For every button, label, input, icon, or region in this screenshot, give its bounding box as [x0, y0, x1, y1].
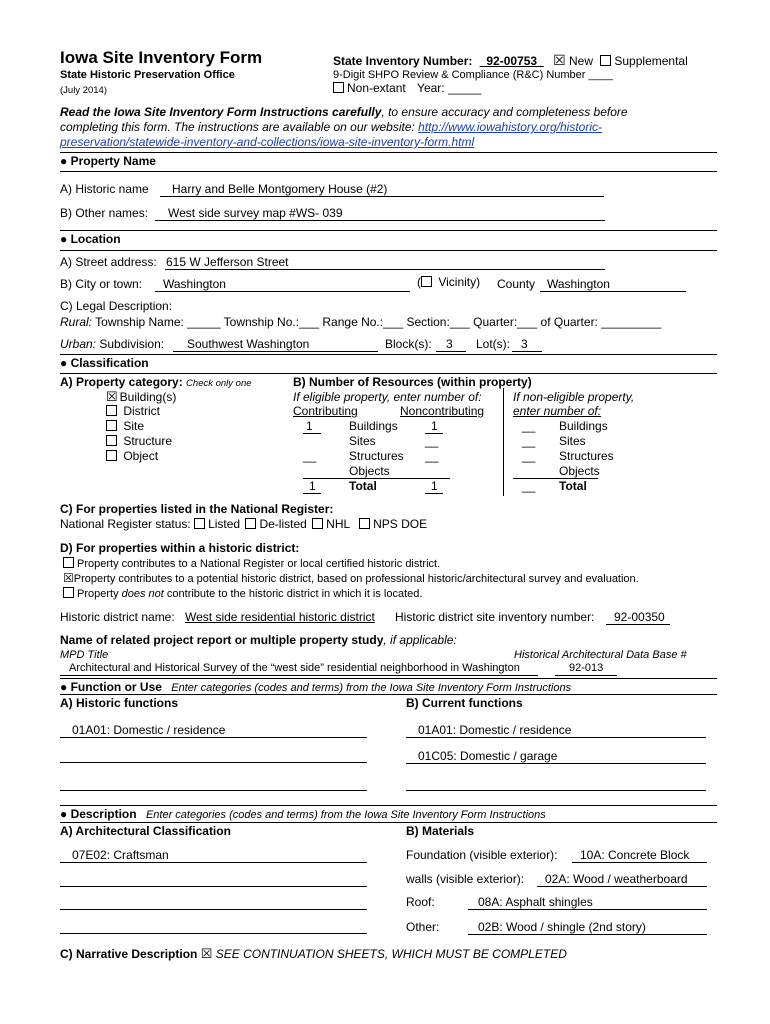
database-line — [555, 675, 617, 676]
subdivision-value[interactable]: Southwest Washington — [187, 337, 310, 351]
supplemental-checkbox[interactable] — [600, 55, 611, 66]
year-field[interactable]: Year: _____ — [417, 81, 482, 95]
district-option-1-checkbox[interactable] — [63, 557, 74, 568]
other-names-label: B) Other names: — [60, 206, 149, 220]
category-label: Structure — [123, 434, 173, 448]
related-heading-suffix: , if applicable: — [383, 633, 457, 647]
district-site-inv-value[interactable]: 92-00350 — [614, 610, 665, 624]
function-note: Enter categories (codes and terms) from the Iowa Site Inventory Form Instructions — [171, 682, 572, 694]
district-checkbox[interactable] — [106, 405, 117, 416]
category-label: Object — [123, 449, 159, 463]
roof-label: Roof: — [406, 895, 435, 909]
district-option-3[interactable] — [63, 587, 422, 601]
property-category-note: Check only one — [186, 378, 252, 389]
city-value[interactable]: Washington — [163, 277, 226, 291]
form-date: (July 2014) — [60, 85, 107, 96]
divider — [60, 678, 717, 679]
noneligible-note-2: enter number of: — [513, 404, 602, 418]
state-inventory-row — [333, 52, 688, 69]
function-heading: ● Function or Use — [60, 680, 162, 694]
district-option-1[interactable] — [63, 557, 440, 571]
other-material-value[interactable]: 02B: Wood / shingle (2nd story) — [478, 920, 646, 934]
national-register-status-row — [60, 518, 427, 532]
roof-value[interactable]: 08A: Asphalt shingles — [478, 895, 593, 909]
historic-name-line — [160, 196, 604, 197]
lots-label: Lot(s): — [476, 337, 511, 351]
row-label-buildings: Buildings — [349, 419, 398, 433]
district-option-1-label: Property contributes to a National Register or local certified historic district. — [77, 558, 441, 570]
noncontributing-structures[interactable]: __ — [425, 449, 439, 463]
current-function-1[interactable]: 01A01: Domestic / residence — [418, 723, 572, 737]
row-label-objects: Objects — [349, 464, 390, 478]
walls-line — [537, 886, 707, 887]
historic-district-heading: D) For properties within a historic district: — [60, 541, 300, 555]
object-checkbox[interactable] — [106, 450, 117, 461]
delisted-label: De-listed — [259, 517, 307, 531]
other-names-value[interactable]: West side survey map #WS- 039 — [168, 206, 343, 220]
arch-line — [60, 909, 367, 910]
ne-label-objects: Objects — [559, 464, 600, 478]
historic-name-label: A) Historic name — [60, 182, 149, 196]
foundation-label: Foundation (visible exterior): — [406, 848, 558, 862]
rural-fields[interactable]: Township Name: _____ Township No.:___ Range No.:___ Section:___ Quarter:___ of Quarter: _________ — [95, 315, 662, 329]
state-inventory-value[interactable]: 92-00753 — [486, 54, 538, 68]
historic-function-line — [60, 762, 367, 763]
foundation-line — [572, 862, 707, 863]
category-district[interactable] — [106, 405, 160, 419]
property-category-label: A) Property category: — [60, 375, 183, 389]
input-line — [303, 493, 321, 494]
nps-doe-label: NPS DOE — [373, 517, 428, 531]
intro-line1 — [60, 106, 628, 120]
nonextant-checkbox[interactable] — [333, 82, 344, 93]
contributing-total[interactable]: 1 — [309, 479, 316, 493]
contributing-buildings[interactable]: 1 — [306, 419, 313, 433]
noneligible-buildings[interactable]: __ — [522, 419, 536, 433]
nhl-checkbox[interactable] — [312, 518, 323, 529]
noneligible-note-1: If non-eligible property, — [513, 390, 635, 404]
historic-name-value[interactable]: Harry and Belle Montgomery House (#2) — [172, 182, 388, 196]
status-label: National Register status: — [60, 517, 191, 531]
noncontributing-sites[interactable]: __ — [425, 434, 439, 448]
current-function-line — [406, 737, 706, 738]
category-object[interactable] — [106, 450, 158, 464]
narrative-row — [60, 947, 567, 962]
other-material-line — [468, 934, 707, 935]
ne-label-buildings: Buildings — [559, 419, 608, 433]
nhl-label: NHL — [326, 517, 350, 531]
instructions-link-1[interactable]: http://www.iowahistory.org/historic- — [418, 120, 603, 134]
category-label: Building(s) — [119, 390, 177, 404]
ne-label-structures: Structures — [559, 449, 614, 463]
historic-function-line — [60, 790, 367, 791]
arch-classification-label: A) Architectural Classification — [60, 824, 231, 838]
resources-heading: B) Number of Resources (within property) — [293, 375, 532, 389]
blocks-label: Block(s): — [385, 337, 432, 351]
category-site[interactable] — [106, 420, 144, 434]
divider — [60, 373, 717, 374]
lots-line — [512, 351, 542, 352]
historic-function-line — [60, 737, 367, 738]
intro-line2 — [60, 121, 602, 135]
district-option-2-checked[interactable]: ☒ — [63, 571, 74, 585]
ne-label-sites: Sites — [559, 434, 586, 448]
walls-label: walls (visible exterior): — [406, 872, 525, 886]
narrative-checkbox-checked[interactable]: ☒ — [200, 946, 213, 961]
divider — [60, 805, 717, 806]
noneligible-sites[interactable]: __ — [522, 434, 536, 448]
foundation-value[interactable]: 10A: Concrete Block — [580, 848, 690, 862]
subdivision-label: Subdivision: — [99, 337, 165, 351]
row-label-structures: Structures — [349, 449, 404, 463]
classification-heading: ● Classification — [60, 356, 149, 370]
current-function-line — [406, 790, 706, 791]
structure-checkbox[interactable] — [106, 435, 117, 446]
historic-function-1[interactable]: 01A01: Domestic / residence — [72, 723, 226, 737]
arch-line — [60, 933, 367, 934]
eligible-note: If eligible property, enter number of: — [293, 390, 482, 404]
database-value[interactable]: 92-013 — [569, 662, 604, 674]
description-note: Enter categories (codes and terms) from the Iowa Site Inventory Form Instructions — [145, 809, 546, 821]
opt3-c: contribute to the historic district in which it is located. — [163, 588, 423, 600]
district-name-label: Historic district name: — [60, 610, 175, 624]
input-line — [425, 493, 443, 494]
divider — [60, 822, 717, 823]
arch-line — [60, 886, 367, 887]
input-line — [303, 433, 321, 434]
site-inv-line — [606, 624, 670, 625]
materials-label: B) Materials — [406, 824, 475, 838]
arch-line — [60, 862, 367, 863]
building-checkbox-checked[interactable]: ☒ — [106, 389, 118, 404]
county-line — [540, 291, 686, 292]
row-label-sites: Sites — [349, 434, 376, 448]
description-heading: ● Description — [60, 807, 137, 821]
noneligible-structures[interactable]: __ — [522, 449, 536, 463]
divider — [60, 694, 717, 695]
category-building[interactable] — [106, 390, 176, 405]
walls-value[interactable]: 02A: Wood / weatherboard — [545, 872, 688, 886]
related-heading: Name of related project report or multiple property study — [60, 633, 384, 647]
new-label: New — [569, 54, 594, 68]
subdivision-line — [173, 351, 378, 352]
mpd-title-line — [60, 675, 538, 676]
opt3-b: does not — [121, 588, 164, 600]
category-structure[interactable] — [106, 435, 172, 449]
category-label: District — [123, 404, 161, 418]
nps-doe-checkbox[interactable] — [359, 518, 370, 529]
site-checkbox[interactable] — [106, 420, 117, 431]
mpd-title-value[interactable]: Architectural and Historical Survey of the “west side” residential neighborhood in Washington — [69, 662, 520, 674]
blocks-line — [436, 351, 466, 352]
intro-rest: , to ensure accuracy and completeness before — [381, 105, 628, 119]
related-heading-row — [60, 634, 457, 648]
current-function-line — [406, 763, 706, 764]
vicinity-checkbox[interactable] — [421, 276, 432, 287]
divider — [60, 250, 717, 251]
urban-label: Urban: — [60, 337, 97, 351]
urban-row — [60, 338, 164, 352]
blocks-value[interactable]: 3 — [446, 337, 453, 351]
contributing-structures[interactable]: __ — [303, 449, 317, 463]
form-title: Iowa Site Inventory Form — [60, 48, 263, 67]
function-heading-row — [60, 681, 571, 695]
current-functions-label: B) Current functions — [406, 696, 523, 710]
divider — [60, 230, 717, 231]
state-inventory-label: State Inventory Number: — [333, 54, 473, 68]
property-category-row — [60, 376, 252, 390]
other-material-label: Other: — [406, 920, 440, 934]
current-function-2[interactable]: 01C05: Domestic / garage — [418, 749, 558, 763]
new-checkbox[interactable]: ☒ — [553, 52, 566, 68]
district-option-2[interactable] — [63, 572, 639, 586]
shpo-number-label[interactable]: 9-Digit SHPO Review & Compliance (R&C) Number ____ — [333, 69, 613, 81]
location-heading: ● Location — [60, 232, 121, 246]
district-option-2-label: Property contributes to a potential historic district, based on professional historic/architectural survey and evaluation. — [73, 573, 639, 585]
historic-functions-label: A) Historic functions — [60, 696, 179, 710]
divider — [60, 152, 717, 153]
ne-label-total: Total — [559, 479, 587, 493]
street-address-value[interactable]: 615 W Jefferson Street — [166, 255, 289, 269]
national-register-heading: C) For properties listed in the National Register: — [60, 502, 334, 516]
nonextant-row — [333, 82, 481, 96]
district-name-value[interactable]: West side residential historic district — [185, 610, 375, 624]
rural-label: Rural: — [60, 315, 93, 329]
narrative-note: SEE CONTINUATION SHEETS, WHICH MUST BE COMPLETED — [215, 947, 567, 961]
supplemental-label: Supplemental — [614, 54, 688, 68]
listed-checkbox[interactable] — [194, 518, 205, 529]
street-address-label: A) Street address: — [60, 255, 157, 269]
listed-label: Listed — [208, 517, 241, 531]
district-site-inv-label: Historic district site inventory number: — [395, 610, 595, 624]
database-label: Historical Architectural Data Base # — [514, 649, 687, 661]
delisted-checkbox[interactable] — [245, 518, 256, 529]
intro-line2-text: completing this form. The instructions are available on our website: — [60, 120, 419, 134]
intro-bold: Read the Iowa Site Inventory Form Instructions carefully — [60, 105, 382, 119]
description-heading-row — [60, 808, 546, 822]
arch-classification-value[interactable]: 07E02: Craftsman — [72, 848, 169, 862]
roof-line — [468, 909, 707, 910]
vicinity-label: Vicinity) — [438, 275, 481, 289]
noncontributing-buildings[interactable]: 1 — [431, 419, 438, 433]
nonextant-label: Non-extant — [347, 81, 406, 95]
row-label-total: Total — [349, 479, 377, 493]
rural-row[interactable] — [60, 316, 661, 330]
divider — [60, 171, 717, 172]
instructions-link-2[interactable]: preservation/statewide-inventory-and-collections/iowa-site-inventory-form.html — [60, 135, 475, 149]
county-label: County — [497, 277, 536, 291]
noncontributing-header: Noncontributing — [400, 404, 485, 418]
city-line — [155, 291, 410, 292]
resources-divider — [503, 388, 504, 496]
office-name: State Historic Preservation Office — [60, 69, 235, 81]
noncontributing-total[interactable]: 1 — [431, 479, 438, 493]
category-label: Site — [123, 419, 145, 433]
district-option-3-checkbox[interactable] — [63, 587, 74, 598]
noneligible-total[interactable]: __ — [522, 479, 536, 493]
mpd-title-label: MPD Title — [60, 649, 109, 661]
street-address-line — [165, 269, 605, 270]
opt3-a: Property — [77, 588, 122, 600]
contributing-header: Contributing — [293, 404, 358, 418]
county-value[interactable]: Washington — [547, 277, 610, 291]
legal-description-label: C) Legal Description: — [60, 299, 173, 313]
divider — [60, 354, 717, 355]
narrative-label: C) Narrative Description — [60, 947, 198, 961]
lots-value[interactable]: 3 — [521, 337, 528, 351]
city-label: B) City or town: — [60, 277, 143, 291]
other-names-line — [155, 220, 605, 221]
vicinity-row: ( Vicinity) — [417, 275, 481, 289]
property-name-heading: ● Property Name — [60, 154, 156, 168]
